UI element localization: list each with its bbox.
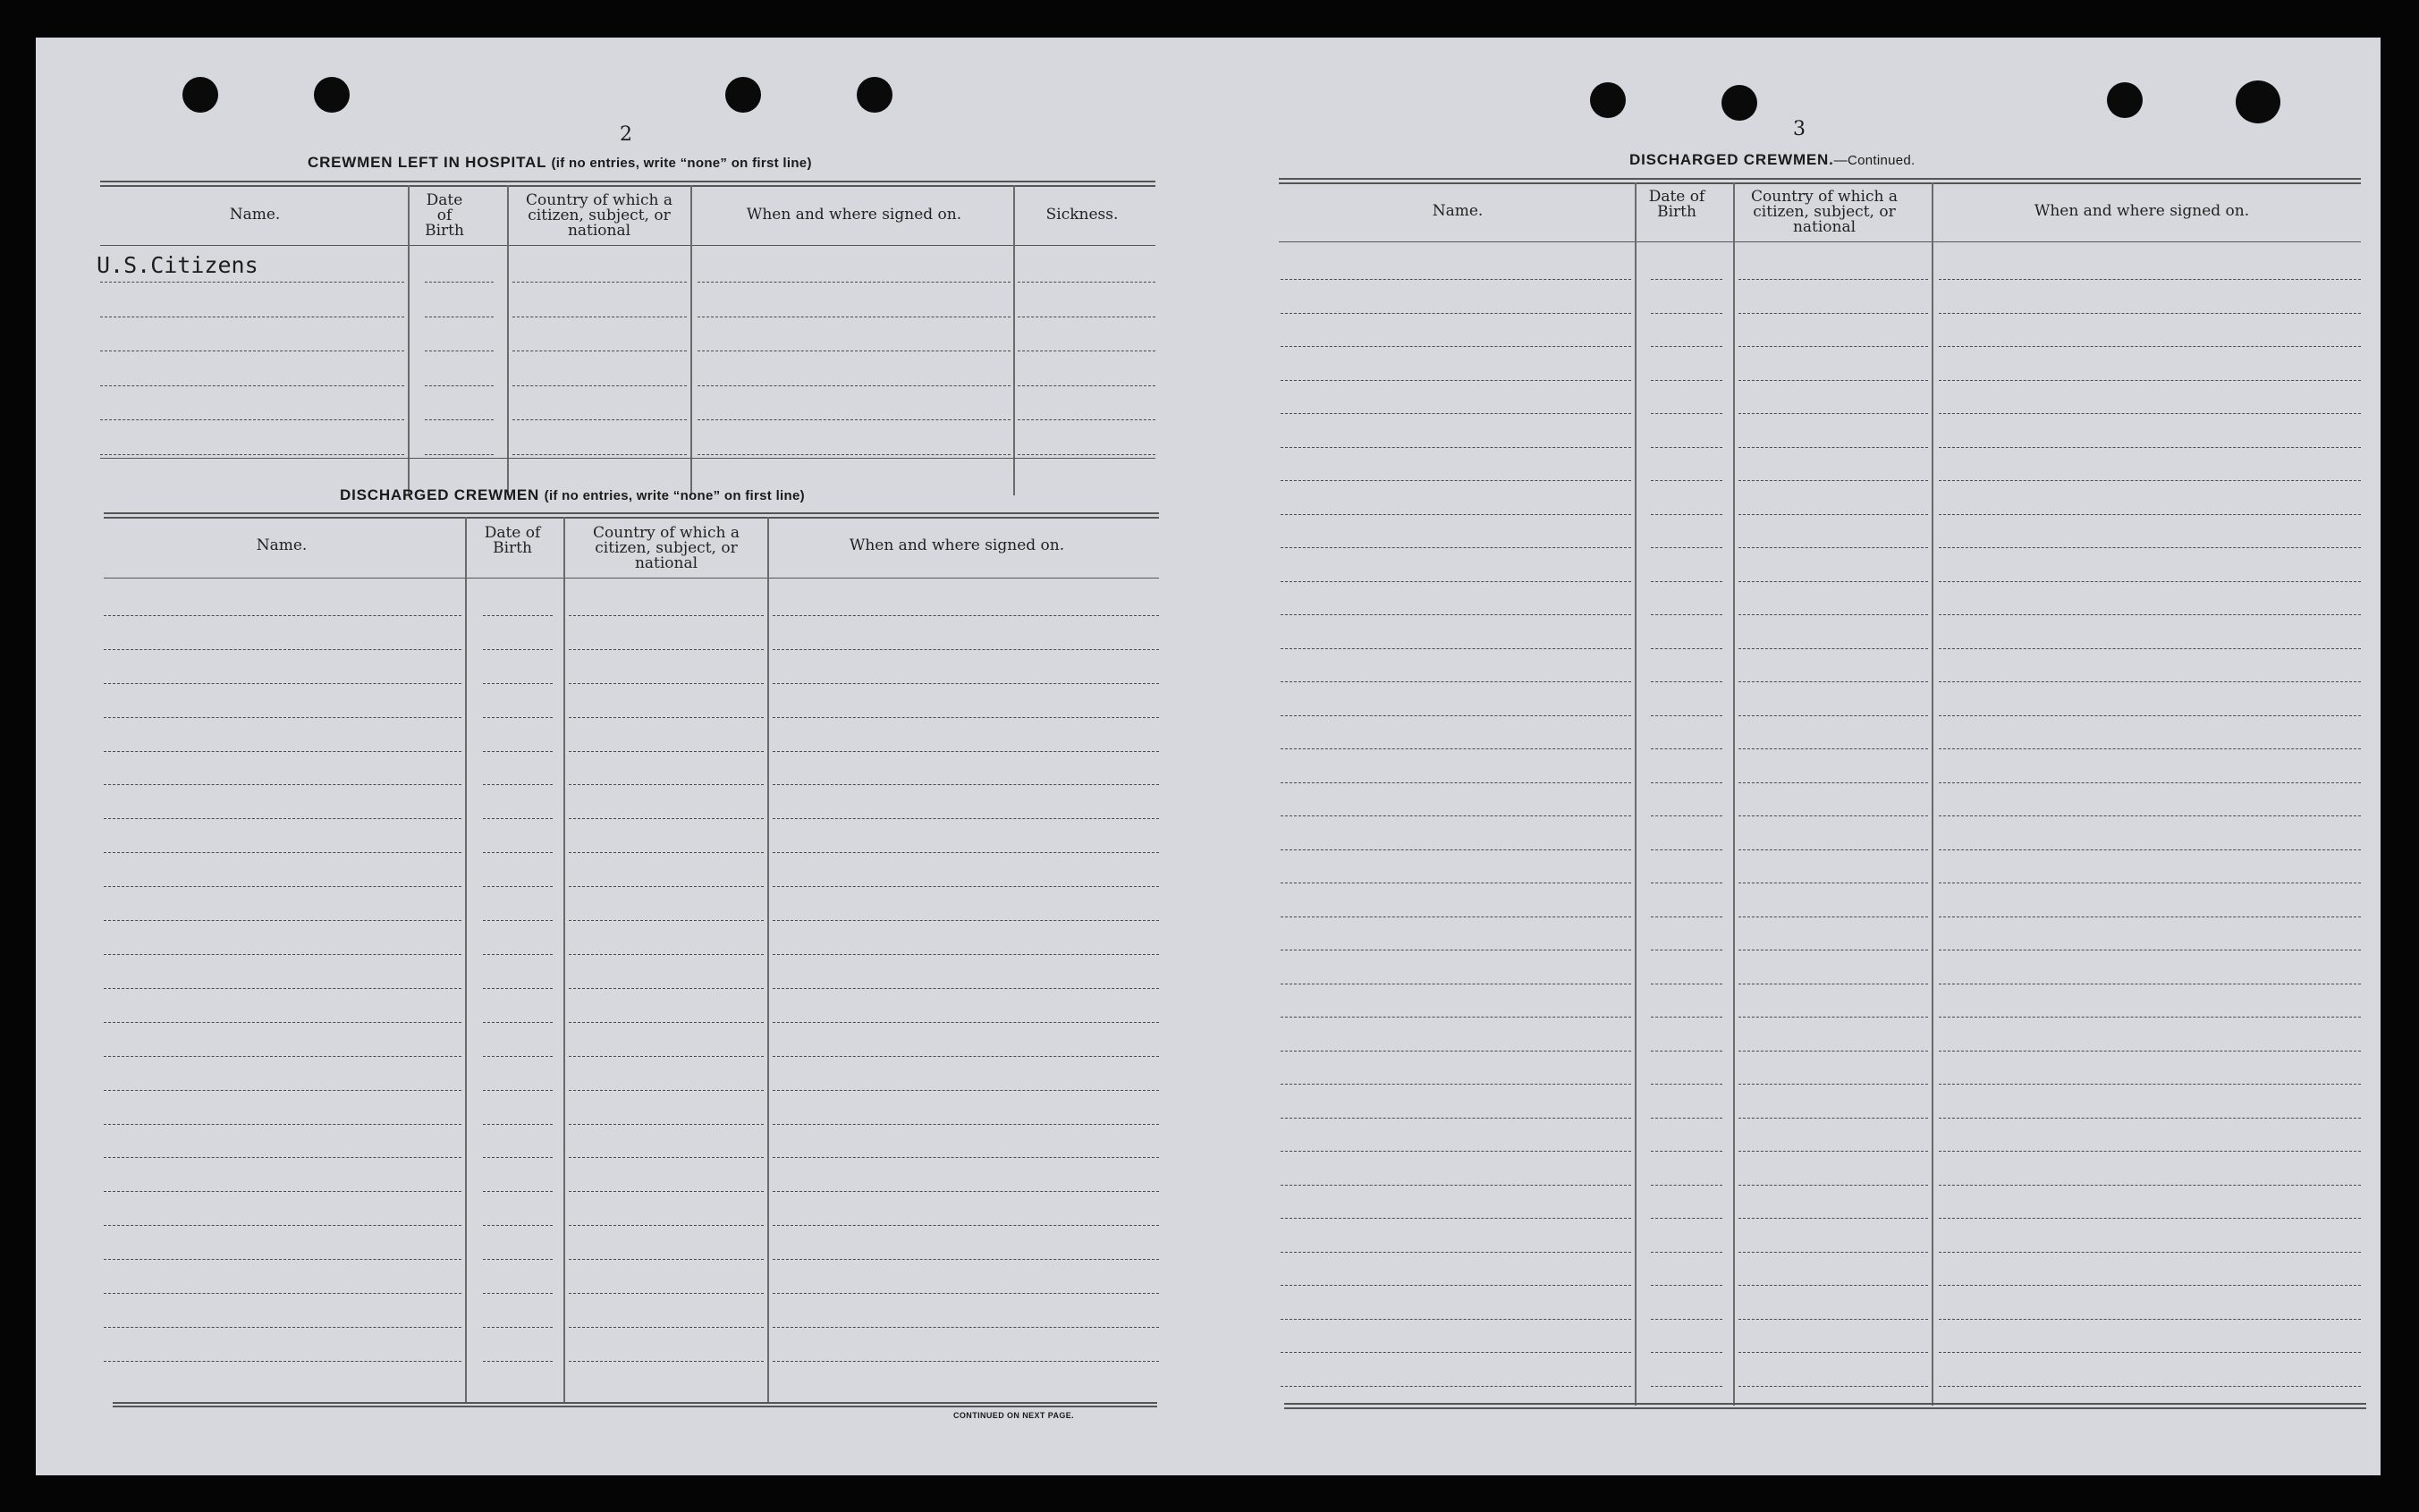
entry-line	[569, 954, 764, 955]
col-header-name: Name.	[256, 536, 308, 554]
punch-hole	[314, 77, 350, 113]
entry-line	[1738, 748, 1928, 749]
entry-line	[1939, 782, 2361, 783]
entry-line	[1939, 279, 2361, 280]
entry-line	[1939, 715, 2361, 716]
entry-line	[1281, 681, 1631, 682]
entry-line	[104, 615, 461, 616]
entry-line	[483, 1124, 553, 1125]
entry-line	[773, 1191, 1159, 1192]
discharged-title-text: DISCHARGED CREWMEN	[340, 486, 540, 503]
punch-hole	[2236, 80, 2280, 123]
entry-line	[773, 1157, 1159, 1158]
entry-line	[569, 1090, 764, 1091]
entry-line	[104, 1293, 461, 1294]
entry-line	[1939, 1386, 2361, 1387]
entry-line	[1651, 748, 1722, 749]
entry-line	[483, 852, 553, 853]
entry-line	[1738, 1051, 1928, 1052]
entry-line	[698, 454, 1011, 455]
entry-line	[569, 649, 764, 650]
entry-line	[569, 1124, 764, 1125]
entry-line	[1281, 1218, 1631, 1219]
entry-line	[569, 1361, 764, 1362]
entry-line	[569, 886, 764, 887]
entry-line	[569, 1259, 764, 1260]
entry-line	[483, 1056, 553, 1057]
entry-line	[569, 1225, 764, 1226]
entry-line	[1651, 581, 1722, 582]
entry-line	[569, 615, 764, 616]
entry-line	[1281, 1017, 1631, 1018]
entry-line	[1651, 447, 1722, 448]
entry-line	[1939, 514, 2361, 515]
entry-line	[1939, 380, 2361, 381]
entry-line	[1738, 815, 1928, 816]
entry-line	[483, 1157, 553, 1158]
entry-line	[1738, 447, 1928, 448]
entry-line	[1018, 454, 1155, 455]
entry-line	[1939, 1352, 2361, 1353]
col-header-signed-on: When and where signed on.	[746, 206, 962, 224]
col-header-signed-on: When and where signed on.	[2034, 202, 2250, 220]
entry-line	[1651, 782, 1722, 783]
entry-line	[773, 852, 1159, 853]
entry-line	[1281, 514, 1631, 515]
entry-line	[773, 615, 1159, 616]
entry-line	[1281, 916, 1631, 917]
entry-line	[1738, 1285, 1928, 1286]
entry-line	[1651, 1051, 1722, 1052]
page-number: 2	[620, 123, 632, 146]
entry-line	[1651, 547, 1722, 548]
entry-line	[483, 751, 553, 752]
col-header-country: Country of which a citizen, subject, or national	[1751, 188, 1898, 236]
table-rule	[113, 1406, 1157, 1407]
entry-line	[773, 988, 1159, 989]
entry-line	[1738, 313, 1928, 314]
entry-line	[569, 1191, 764, 1192]
entry-line	[1281, 313, 1631, 314]
table-rule	[100, 245, 1155, 246]
page-number: 3	[1793, 118, 1806, 140]
entry-line	[1738, 648, 1928, 649]
entry-line	[483, 1191, 553, 1192]
col-header-sickness: Sickness.	[1045, 206, 1119, 224]
entry-line	[104, 1259, 461, 1260]
entry-line	[425, 454, 494, 455]
entry-line	[1651, 1084, 1722, 1085]
entry-line	[1738, 547, 1928, 548]
entry-line	[104, 1090, 461, 1091]
column-divider	[767, 517, 769, 1404]
entry-line	[569, 1327, 764, 1328]
entry-line	[1939, 815, 2361, 816]
entry-line	[512, 385, 687, 386]
entry-line	[1939, 1185, 2361, 1186]
entry-line	[1651, 1185, 1722, 1186]
table-rule	[1284, 1403, 2366, 1405]
entry-line	[512, 419, 687, 420]
entry-line	[1281, 748, 1631, 749]
entry-line	[104, 988, 461, 989]
table-rule	[104, 517, 1159, 519]
hospital-section-title	[308, 154, 812, 172]
col-header-date-of-birth: Date of Birth	[1648, 188, 1705, 221]
entry-line	[1281, 1051, 1631, 1052]
entry-line	[569, 1157, 764, 1158]
table-rule	[1279, 178, 2361, 180]
entry-line	[1738, 1084, 1928, 1085]
table-rule	[1284, 1407, 2366, 1409]
entry-line	[1651, 648, 1722, 649]
entry-line	[1281, 346, 1631, 347]
entry-line	[100, 282, 404, 283]
entry-line	[773, 751, 1159, 752]
entry-line	[1738, 681, 1928, 682]
entry-line	[1738, 849, 1928, 850]
entry-line	[1281, 1352, 1631, 1353]
entry-line	[1018, 282, 1155, 283]
column-divider	[408, 185, 410, 495]
col-header-name: Name.	[1432, 202, 1484, 220]
entry-line	[1018, 419, 1155, 420]
column-divider	[507, 185, 509, 495]
entry-line	[104, 1157, 461, 1158]
entry-line	[1281, 547, 1631, 548]
entry-line	[483, 954, 553, 955]
entry-line	[1018, 385, 1155, 386]
entry-line	[1651, 480, 1722, 481]
entry-line	[1738, 279, 1928, 280]
entry-line	[512, 282, 687, 283]
entry-line	[1651, 681, 1722, 682]
table-rule	[104, 578, 1159, 579]
entry-line	[483, 717, 553, 718]
entry-line	[104, 751, 461, 752]
entry-line	[773, 1327, 1159, 1328]
entry-line	[1738, 614, 1928, 615]
table-rule	[1279, 241, 2361, 242]
entry-line	[483, 818, 553, 819]
entry-line	[1281, 1185, 1631, 1186]
entry-line	[569, 717, 764, 718]
entry-line	[104, 920, 461, 921]
entry-line	[773, 920, 1159, 921]
entry-line	[1651, 815, 1722, 816]
entry-line	[1281, 1084, 1631, 1085]
col-header-signed-on: When and where signed on.	[849, 536, 1065, 554]
entry-line	[1281, 279, 1631, 280]
entry-line	[425, 419, 494, 420]
entry-line	[1738, 1185, 1928, 1186]
column-divider	[1635, 182, 1637, 1406]
col-header-date-of-birth: Date of Birth	[425, 191, 464, 240]
punch-hole	[725, 77, 761, 113]
entry-line	[1939, 648, 2361, 649]
table-rule	[100, 185, 1155, 187]
entry-line	[1281, 1118, 1631, 1119]
entry-line	[104, 1124, 461, 1125]
entry-line	[1738, 380, 1928, 381]
entry-line	[483, 1327, 553, 1328]
entry-line	[773, 954, 1159, 955]
entry-line	[104, 1191, 461, 1192]
punch-hole	[857, 77, 892, 113]
entry-line	[698, 282, 1011, 283]
entry-line	[104, 886, 461, 887]
entry-line	[1738, 1352, 1928, 1353]
entry-line	[104, 1056, 461, 1057]
entry-line	[1939, 1084, 2361, 1085]
entry-line	[1738, 782, 1928, 783]
entry-line	[1281, 581, 1631, 582]
entry-line	[425, 385, 494, 386]
entry-line	[773, 1293, 1159, 1294]
table-rule	[104, 512, 1159, 514]
entry-line	[1651, 1319, 1722, 1320]
entry-line	[1939, 1285, 2361, 1286]
entry-line	[1651, 514, 1722, 515]
entry-line	[773, 818, 1159, 819]
entry-line	[1939, 748, 2361, 749]
entry-line	[1651, 1017, 1722, 1018]
entry-line	[1738, 1319, 1928, 1320]
entry-line	[1738, 715, 1928, 716]
discharged-continued-title-text: DISCHARGED CREWMEN.	[1629, 151, 1834, 168]
entry-line	[1651, 1218, 1722, 1219]
entry-line	[773, 1361, 1159, 1362]
entry-line	[1738, 581, 1928, 582]
entry-line	[1651, 313, 1722, 314]
entry-line	[483, 1293, 553, 1294]
table-rule	[1279, 182, 2361, 184]
entry-line	[698, 419, 1011, 420]
entry-line	[104, 818, 461, 819]
entry-line	[100, 385, 404, 386]
entry-line	[773, 1259, 1159, 1260]
entry-line	[569, 1293, 764, 1294]
col-header-country: Country of which a citizen, subject, or national	[593, 524, 740, 572]
entry-line	[1651, 1352, 1722, 1353]
entry-line	[1651, 614, 1722, 615]
entry-line	[569, 818, 764, 819]
column-divider	[1013, 185, 1015, 495]
typed-entry: U.S.Citizens	[97, 252, 258, 278]
hospital-title-note: (if no entries, write “none” on first line)	[551, 156, 812, 171]
entry-line	[1281, 648, 1631, 649]
entry-line	[773, 649, 1159, 650]
entry-line	[1651, 1252, 1722, 1253]
table-rule	[100, 181, 1155, 182]
hospital-title-text: CREWMEN LEFT IN HOSPITAL	[308, 154, 546, 171]
entry-line	[1939, 1051, 2361, 1052]
entry-line	[569, 1022, 764, 1023]
entry-line	[104, 1327, 461, 1328]
entry-line	[1939, 1218, 2361, 1219]
entry-line	[1281, 1252, 1631, 1253]
entry-line	[1281, 614, 1631, 615]
entry-line	[104, 954, 461, 955]
punch-hole	[1721, 85, 1757, 121]
entry-line	[1738, 1218, 1928, 1219]
entry-line	[1738, 916, 1928, 917]
entry-line	[1281, 715, 1631, 716]
entry-line	[569, 920, 764, 921]
entry-line	[773, 1022, 1159, 1023]
entry-line	[483, 1259, 553, 1260]
col-header-date-of-birth: Date of Birth	[484, 524, 541, 557]
entry-line	[698, 385, 1011, 386]
entry-line	[104, 784, 461, 785]
entry-line	[1738, 1151, 1928, 1152]
entry-line	[104, 1022, 461, 1023]
entry-line	[1738, 1252, 1928, 1253]
entry-line	[1939, 313, 2361, 314]
entry-line	[483, 886, 553, 887]
entry-line	[1651, 1118, 1722, 1119]
entry-line	[773, 683, 1159, 684]
entry-line	[483, 1090, 553, 1091]
entry-line	[1939, 849, 2361, 850]
entry-line	[1738, 1118, 1928, 1119]
entry-line	[1651, 916, 1722, 917]
entry-line	[1939, 1151, 2361, 1152]
entry-line	[1939, 480, 2361, 481]
entry-line	[512, 454, 687, 455]
entry-line	[773, 784, 1159, 785]
entry-line	[569, 988, 764, 989]
punch-hole	[182, 77, 218, 113]
col-header-country: Country of which a citizen, subject, or national	[526, 191, 672, 240]
entry-line	[100, 454, 404, 455]
entry-line	[483, 1225, 553, 1226]
discharged-continued-title-note: —Continued.	[1833, 153, 1916, 168]
entry-line	[1281, 815, 1631, 816]
entry-line	[1939, 681, 2361, 682]
entry-line	[1738, 1017, 1928, 1018]
entry-line	[1281, 1386, 1631, 1387]
column-divider	[1932, 182, 1933, 1406]
entry-line	[1939, 1319, 2361, 1320]
entry-line	[483, 649, 553, 650]
table-rule	[113, 1402, 1157, 1404]
entry-line	[1738, 480, 1928, 481]
entry-line	[1651, 380, 1722, 381]
entry-line	[1738, 413, 1928, 414]
entry-line	[1738, 346, 1928, 347]
punch-hole	[2107, 82, 2143, 118]
entry-line	[1281, 1285, 1631, 1286]
entry-line	[773, 717, 1159, 718]
entry-line	[1651, 346, 1722, 347]
entry-line	[1281, 1151, 1631, 1152]
entry-line	[483, 683, 553, 684]
entry-line	[483, 988, 553, 989]
entry-line	[1281, 480, 1631, 481]
entry-line	[483, 1022, 553, 1023]
entry-line	[104, 852, 461, 853]
discharged-title-note: (if no entries, write “none” on first line)	[544, 488, 805, 503]
entry-line	[104, 649, 461, 650]
entry-line	[1651, 413, 1722, 414]
entry-line	[569, 1056, 764, 1057]
entry-line	[773, 1225, 1159, 1226]
entry-line	[104, 717, 461, 718]
entry-line	[1939, 581, 2361, 582]
entry-line	[1738, 1386, 1928, 1387]
entry-line	[1939, 346, 2361, 347]
entry-line	[569, 683, 764, 684]
discharged-continued-title	[1629, 151, 1916, 169]
table-rule	[100, 458, 1155, 459]
column-divider	[1733, 182, 1735, 1406]
entry-line	[1939, 547, 2361, 548]
entry-line	[1281, 447, 1631, 448]
entry-line	[1651, 715, 1722, 716]
column-divider	[563, 517, 565, 1404]
entry-line	[483, 784, 553, 785]
entry-line	[773, 886, 1159, 887]
entry-line	[483, 615, 553, 616]
entry-line	[104, 683, 461, 684]
entry-line	[1939, 1252, 2361, 1253]
entry-line	[1281, 413, 1631, 414]
entry-line	[104, 1361, 461, 1362]
entry-line	[1939, 413, 2361, 414]
entry-line	[1651, 1386, 1722, 1387]
entry-line	[100, 419, 404, 420]
entry-line	[425, 282, 494, 283]
entry-line	[569, 784, 764, 785]
col-header-name: Name.	[229, 206, 281, 224]
punch-hole	[1590, 82, 1626, 118]
entry-line	[1281, 380, 1631, 381]
column-divider	[690, 185, 692, 495]
continued-note: CONTINUED ON NEXT PAGE.	[953, 1411, 1075, 1420]
entry-line	[773, 1124, 1159, 1125]
entry-line	[1281, 1319, 1631, 1320]
entry-line	[1281, 782, 1631, 783]
column-divider	[465, 517, 467, 1404]
entry-line	[1651, 849, 1722, 850]
entry-line	[773, 1056, 1159, 1057]
entry-line	[1651, 279, 1722, 280]
entry-line	[1281, 849, 1631, 850]
entry-line	[483, 1361, 553, 1362]
entry-line	[1939, 447, 2361, 448]
document-sheet	[36, 38, 2381, 1475]
discharged-section-title	[340, 486, 805, 504]
entry-line	[1939, 614, 2361, 615]
entry-line	[569, 852, 764, 853]
entry-line	[1651, 1151, 1722, 1152]
entry-line	[773, 1090, 1159, 1091]
entry-line	[1651, 1285, 1722, 1286]
entry-line	[104, 1225, 461, 1226]
entry-line	[1939, 916, 2361, 917]
entry-line	[1939, 1017, 2361, 1018]
entry-line	[1939, 1118, 2361, 1119]
entry-line	[569, 751, 764, 752]
entry-line	[1738, 514, 1928, 515]
entry-line	[483, 920, 553, 921]
